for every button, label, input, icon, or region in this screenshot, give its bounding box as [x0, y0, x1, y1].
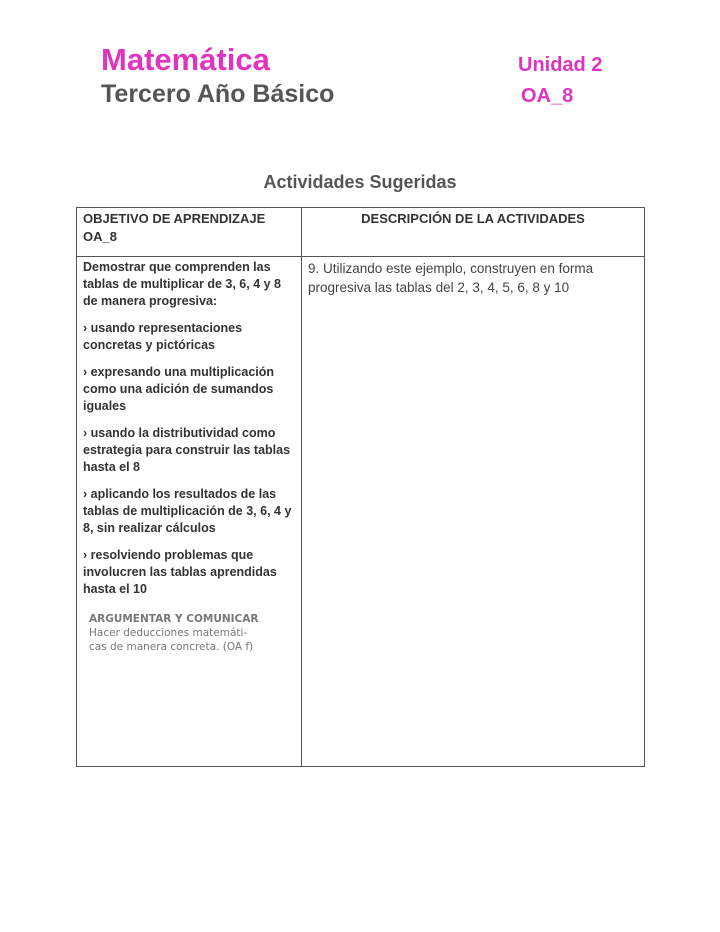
- objective-bullet: › aplicando los resultados de las tablas de multiplicación de 3, 6, 4 y 8, sin realizar cálculos: [83, 487, 292, 535]
- activity-description: 9. Utilizando este ejemplo, construyen en forma progresiva las tablas del 2, 3, 4, 5, 6, 8 y 10: [308, 261, 594, 295]
- section-title: Actividades Sugeridas: [263, 172, 457, 192]
- table-row: [77, 257, 645, 767]
- skill-box: [83, 612, 295, 654]
- description-column-header: DESCRIPCIÓN DE LA ACTIVIDADES: [302, 208, 645, 257]
- objective-bullet: › usando la distributividad como estrategia para construir las tablas hasta el 8: [83, 426, 291, 474]
- unit-label: Unidad 2: [518, 54, 603, 76]
- subject-title: Matemática: [101, 42, 270, 77]
- oa-label: OA_8: [521, 85, 574, 107]
- objective-cell: [77, 257, 302, 767]
- objective-bullet: › usando representaciones concretas y pictóricas: [83, 321, 243, 352]
- activities-table: [76, 207, 645, 767]
- objective-column-header: OBJETIVO DE APRENDIZAJE OA_8: [77, 208, 302, 257]
- objective-bullet: › resolviendo problemas que involucren las tablas aprendidas hasta el 10: [83, 548, 277, 596]
- objective-intro: Demostrar que comprenden las tablas de multiplicar de 3, 6, 4 y 8 de manera progresiva:: [83, 260, 281, 308]
- skill-title: ARGUMENTAR Y COMUNICAR: [89, 613, 259, 625]
- description-cell: [302, 257, 645, 767]
- table-header-row: [77, 208, 645, 257]
- grade-title: Tercero Año Básico: [101, 80, 335, 108]
- skill-text: Hacer deducciones matemáti-cas de manera concreta. (OA f): [89, 627, 254, 653]
- objective-bullet: › expresando una multiplicación como una adición de sumandos iguales: [83, 365, 275, 413]
